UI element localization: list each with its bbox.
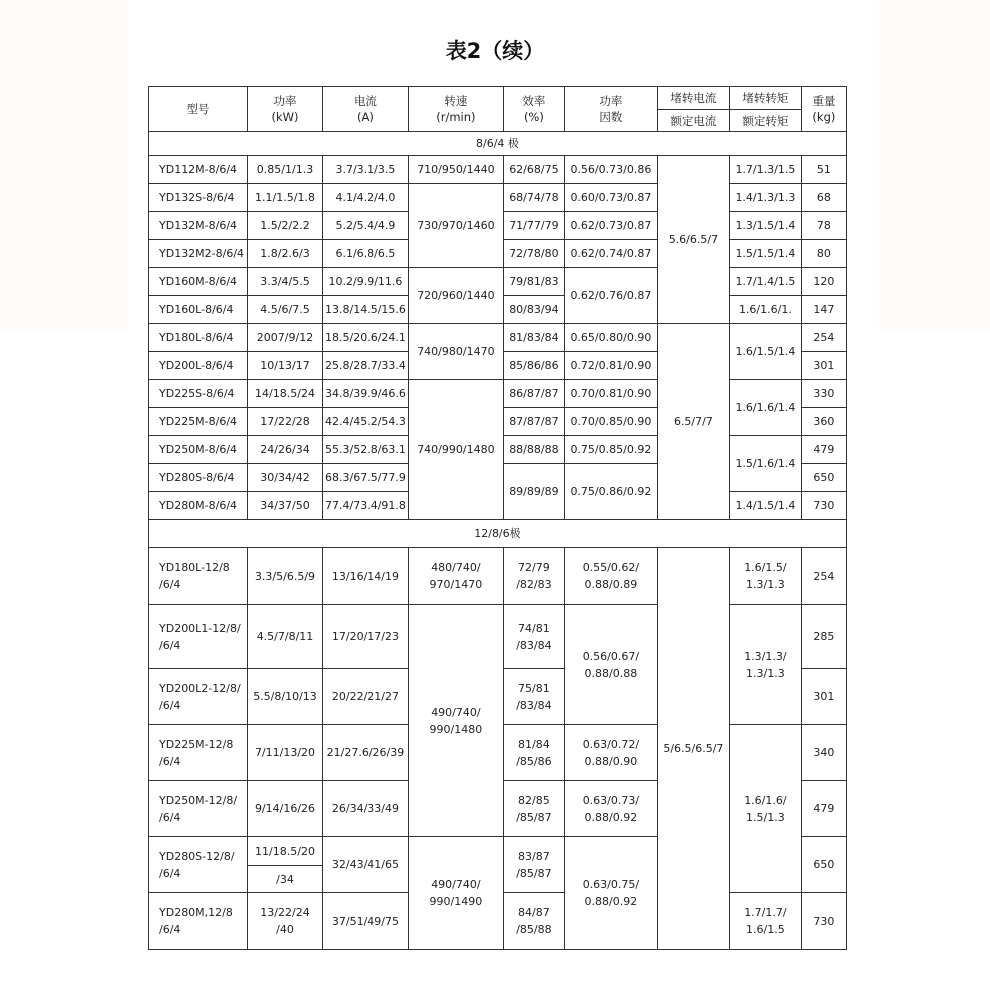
cell-locked-current: 6.5/7/7 bbox=[657, 324, 729, 520]
table-title: 表2（续） bbox=[445, 39, 545, 63]
cell-current: 37/51/49/75 bbox=[323, 893, 409, 950]
table-row bbox=[149, 268, 847, 296]
table-row bbox=[149, 324, 847, 352]
cell-efficiency: 75/81 /83/84 bbox=[503, 669, 564, 725]
cell-model: YD200L2-12/8/ /6/4 bbox=[149, 669, 248, 725]
cell-power-factor: 0.70/0.85/0.90 bbox=[564, 408, 657, 436]
cell-weight: 301 bbox=[801, 352, 846, 380]
header-efficiency: 效率 (%) bbox=[503, 87, 564, 132]
cell-power: 24/26/34 bbox=[248, 436, 323, 464]
cell-power: 11/18.5/20 bbox=[248, 837, 323, 866]
cell-weight: 285 bbox=[801, 605, 846, 669]
cell-efficiency: 85/86/86 bbox=[503, 352, 564, 380]
cell-weight: 340 bbox=[801, 725, 846, 781]
cell-model: YD180L-8/6/4 bbox=[149, 324, 248, 352]
cell-current: 10.2/9.9/11.6 bbox=[323, 268, 409, 296]
cell-power-factor: 0.72/0.81/0.90 bbox=[564, 352, 657, 380]
cell-efficiency: 83/87 /85/87 bbox=[503, 837, 564, 893]
cell-current: 20/22/21/27 bbox=[323, 669, 409, 725]
cell-power: 0.85/1/1.3 bbox=[248, 156, 323, 184]
cell-locked-torque: 1.6/1.6/ 1.5/1.3 bbox=[729, 725, 801, 893]
table-row bbox=[149, 380, 847, 408]
cell-locked-torque: 1.6/1.5/ 1.3/1.3 bbox=[729, 548, 801, 605]
cell-model: YD160L-8/6/4 bbox=[149, 296, 248, 324]
cell-power-factor: 0.75/0.86/0.92 bbox=[564, 464, 657, 520]
cell-current: 17/20/17/23 bbox=[323, 605, 409, 669]
cell-model: YD132M2-8/6/4 bbox=[149, 240, 248, 268]
cell-efficiency: 62/68/75 bbox=[503, 156, 564, 184]
cell-current: 18.5/20.6/24.1 bbox=[323, 324, 409, 352]
header-locked-torque-bottom: 额定转矩 bbox=[729, 110, 801, 132]
cell-current: 5.2/5.4/4.9 bbox=[323, 212, 409, 240]
header-weight: 重量 (kg) bbox=[801, 87, 846, 132]
cell-locked-torque: 1.6/1.5/1.4 bbox=[729, 324, 801, 380]
cell-locked-current: 5.6/6.5/7 bbox=[657, 156, 729, 324]
cell-locked-torque: 1.6/1.6/1. bbox=[729, 296, 801, 324]
cell-power-factor: 0.55/0.62/ 0.88/0.89 bbox=[564, 548, 657, 605]
cell-weight: 650 bbox=[801, 464, 846, 492]
header-locked-torque-top: 堵转转矩 bbox=[729, 87, 801, 110]
cell-weight: 479 bbox=[801, 436, 846, 464]
cell-current: 6.1/6.8/6.5 bbox=[323, 240, 409, 268]
cell-power-factor: 0.63/0.75/ 0.88/0.92 bbox=[564, 837, 657, 950]
cell-weight: 730 bbox=[801, 492, 846, 520]
cell-power-factor: 0.56/0.73/0.86 bbox=[564, 156, 657, 184]
cell-locked-torque: 1.7/1.7/ 1.6/1.5 bbox=[729, 893, 801, 950]
cell-power: 3.3/5/6.5/9 bbox=[248, 548, 323, 605]
cell-locked-torque: 1.3/1.5/1.4 bbox=[729, 212, 801, 240]
cell-efficiency: 79/81/83 bbox=[503, 268, 564, 296]
cell-power: 7/11/13/20 bbox=[248, 725, 323, 781]
cell-locked-current: 5/6.5/6.5/7 bbox=[657, 548, 729, 950]
cell-model: YD250M-8/6/4 bbox=[149, 436, 248, 464]
cell-weight: 51 bbox=[801, 156, 846, 184]
cell-locked-torque: 1.4/1.5/1.4 bbox=[729, 492, 801, 520]
cell-current: 13/16/14/19 bbox=[323, 548, 409, 605]
cell-speed: 740/990/1480 bbox=[408, 380, 503, 520]
table-row bbox=[149, 184, 847, 212]
cell-weight: 730 bbox=[801, 893, 846, 950]
cell-efficiency: 74/81 /83/84 bbox=[503, 605, 564, 669]
cell-power-factor: 0.62/0.73/0.87 bbox=[564, 212, 657, 240]
cell-power: 4.5/6/7.5 bbox=[248, 296, 323, 324]
header-model: 型号 bbox=[149, 87, 248, 132]
cell-weight: 254 bbox=[801, 548, 846, 605]
cell-weight: 650 bbox=[801, 837, 846, 893]
cell-weight: 301 bbox=[801, 669, 846, 725]
table-row bbox=[149, 156, 847, 184]
section-label-12-8-6: 12/8/6极 bbox=[149, 520, 847, 548]
cell-power: 17/22/28 bbox=[248, 408, 323, 436]
cell-model: YD280M,12/8 /6/4 bbox=[149, 893, 248, 950]
cell-power-factor: 0.63/0.72/ 0.88/0.90 bbox=[564, 725, 657, 781]
header-speed: 转速 (r/min) bbox=[408, 87, 503, 132]
cell-model: YD225M-12/8 /6/4 bbox=[149, 725, 248, 781]
cell-efficiency: 84/87 /85/88 bbox=[503, 893, 564, 950]
table-row bbox=[149, 548, 847, 605]
cell-efficiency: 71/77/79 bbox=[503, 212, 564, 240]
cell-weight: 78 bbox=[801, 212, 846, 240]
cell-locked-torque: 1.5/1.5/1.4 bbox=[729, 240, 801, 268]
cell-current: 77.4/73.4/91.8 bbox=[323, 492, 409, 520]
cell-current: 34.8/39.9/46.6 bbox=[323, 380, 409, 408]
cell-model: YD160M-8/6/4 bbox=[149, 268, 248, 296]
cell-current: 55.3/52.8/63.1 bbox=[323, 436, 409, 464]
cell-model: YD132M-8/6/4 bbox=[149, 212, 248, 240]
cell-power-factor: 0.62/0.76/0.87 bbox=[564, 268, 657, 324]
cell-speed: 720/960/1440 bbox=[408, 268, 503, 324]
header-power: 功率 (kW) bbox=[248, 87, 323, 132]
cell-efficiency: 89/89/89 bbox=[503, 464, 564, 520]
cell-model: YD225S-8/6/4 bbox=[149, 380, 248, 408]
cell-power: 2007/9/12 bbox=[248, 324, 323, 352]
cell-current: 21/27.6/26/39 bbox=[323, 725, 409, 781]
cell-speed: 710/950/1440 bbox=[408, 156, 503, 184]
cell-current: 68.3/67.5/77.9 bbox=[323, 464, 409, 492]
cell-locked-torque: 1.4/1.3/1.3 bbox=[729, 184, 801, 212]
cell-model: YD280S-12/8/ /6/4 bbox=[149, 837, 248, 893]
cell-locked-torque: 1.7/1.4/1.5 bbox=[729, 268, 801, 296]
cell-efficiency: 68/74/78 bbox=[503, 184, 564, 212]
header-power-factor: 功率 因数 bbox=[564, 87, 657, 132]
cell-weight: 360 bbox=[801, 408, 846, 436]
cell-model: YD112M-8/6/4 bbox=[149, 156, 248, 184]
cell-power: 1.5/2/2.2 bbox=[248, 212, 323, 240]
cell-power: 13/22/24 /40 bbox=[248, 893, 323, 950]
cell-current: 3.7/3.1/3.5 bbox=[323, 156, 409, 184]
cell-power-factor: 0.65/0.80/0.90 bbox=[564, 324, 657, 352]
cell-power: 1.1/1.5/1.8 bbox=[248, 184, 323, 212]
cell-weight: 254 bbox=[801, 324, 846, 352]
cell-efficiency: 81/84 /85/86 bbox=[503, 725, 564, 781]
cell-speed: 490/740/ 990/1490 bbox=[408, 837, 503, 950]
cell-model: YD250M-12/8/ /6/4 bbox=[149, 781, 248, 837]
header-locked-current-top: 堵转电流 bbox=[657, 87, 729, 110]
cell-power: 9/14/16/26 bbox=[248, 781, 323, 837]
cell-locked-torque: 1.6/1.6/1.4 bbox=[729, 380, 801, 436]
cell-efficiency: 72/78/80 bbox=[503, 240, 564, 268]
cell-power-factor: 0.60/0.73/0.87 bbox=[564, 184, 657, 212]
cell-efficiency: 82/85 /85/87 bbox=[503, 781, 564, 837]
cell-power: 1.8/2.6/3 bbox=[248, 240, 323, 268]
cell-current: 4.1/4.2/4.0 bbox=[323, 184, 409, 212]
cell-power-factor: 0.62/0.74/0.87 bbox=[564, 240, 657, 268]
cell-speed: 480/740/ 970/1470 bbox=[408, 548, 503, 605]
cell-efficiency: 81/83/84 bbox=[503, 324, 564, 352]
cell-current: 13.8/14.5/15.6 bbox=[323, 296, 409, 324]
table-row bbox=[149, 605, 847, 669]
section-label-8-6-4: 8/6/4 极 bbox=[149, 132, 847, 156]
cell-model: YD280M-8/6/4 bbox=[149, 492, 248, 520]
cell-efficiency: 80/83/94 bbox=[503, 296, 564, 324]
motor-spec-table bbox=[148, 86, 847, 950]
cell-model: YD132S-8/6/4 bbox=[149, 184, 248, 212]
cell-speed: 490/740/ 990/1480 bbox=[408, 605, 503, 837]
cell-model: YD225M-8/6/4 bbox=[149, 408, 248, 436]
cell-efficiency: 87/87/87 bbox=[503, 408, 564, 436]
cell-current: 25.8/28.7/33.4 bbox=[323, 352, 409, 380]
cell-power-factor: 0.75/0.85/0.92 bbox=[564, 436, 657, 464]
cell-efficiency: 72/79 /82/83 bbox=[503, 548, 564, 605]
cell-model: YD200L-8/6/4 bbox=[149, 352, 248, 380]
cell-power-factor: 0.56/0.67/ 0.88/0.88 bbox=[564, 605, 657, 725]
cell-efficiency: 86/87/87 bbox=[503, 380, 564, 408]
header-locked-current-bottom: 额定电流 bbox=[657, 110, 729, 132]
cell-weight: 147 bbox=[801, 296, 846, 324]
cell-speed: 740/980/1470 bbox=[408, 324, 503, 380]
cell-power: /34 bbox=[248, 866, 323, 893]
cell-model: YD200L1-12/8/ /6/4 bbox=[149, 605, 248, 669]
cell-power: 34/37/50 bbox=[248, 492, 323, 520]
cell-locked-torque: 1.5/1.6/1.4 bbox=[729, 436, 801, 492]
cell-power: 4.5/7/8/11 bbox=[248, 605, 323, 669]
cell-power: 30/34/42 bbox=[248, 464, 323, 492]
header-current: 电流 (A) bbox=[323, 87, 409, 132]
cell-power: 10/13/17 bbox=[248, 352, 323, 380]
cell-current: 26/34/33/49 bbox=[323, 781, 409, 837]
cell-model: YD280S-8/6/4 bbox=[149, 464, 248, 492]
cell-power: 14/18.5/24 bbox=[248, 380, 323, 408]
cell-power: 5.5/8/10/13 bbox=[248, 669, 323, 725]
cell-power: 3.3/4/5.5 bbox=[248, 268, 323, 296]
cell-locked-torque: 1.3/1.3/ 1.3/1.3 bbox=[729, 605, 801, 725]
cell-current: 42.4/45.2/54.3 bbox=[323, 408, 409, 436]
cell-model: YD180L-12/8 /6/4 bbox=[149, 548, 248, 605]
cell-weight: 80 bbox=[801, 240, 846, 268]
cell-power-factor: 0.63/0.73/ 0.88/0.92 bbox=[564, 781, 657, 837]
cell-weight: 68 bbox=[801, 184, 846, 212]
cell-power-factor: 0.70/0.81/0.90 bbox=[564, 380, 657, 408]
cell-weight: 120 bbox=[801, 268, 846, 296]
cell-weight: 479 bbox=[801, 781, 846, 837]
cell-weight: 330 bbox=[801, 380, 846, 408]
cell-speed: 730/970/1460 bbox=[408, 184, 503, 268]
cell-locked-torque: 1.7/1.3/1.5 bbox=[729, 156, 801, 184]
cell-efficiency: 88/88/88 bbox=[503, 436, 564, 464]
cell-current: 32/43/41/65 bbox=[323, 837, 409, 893]
